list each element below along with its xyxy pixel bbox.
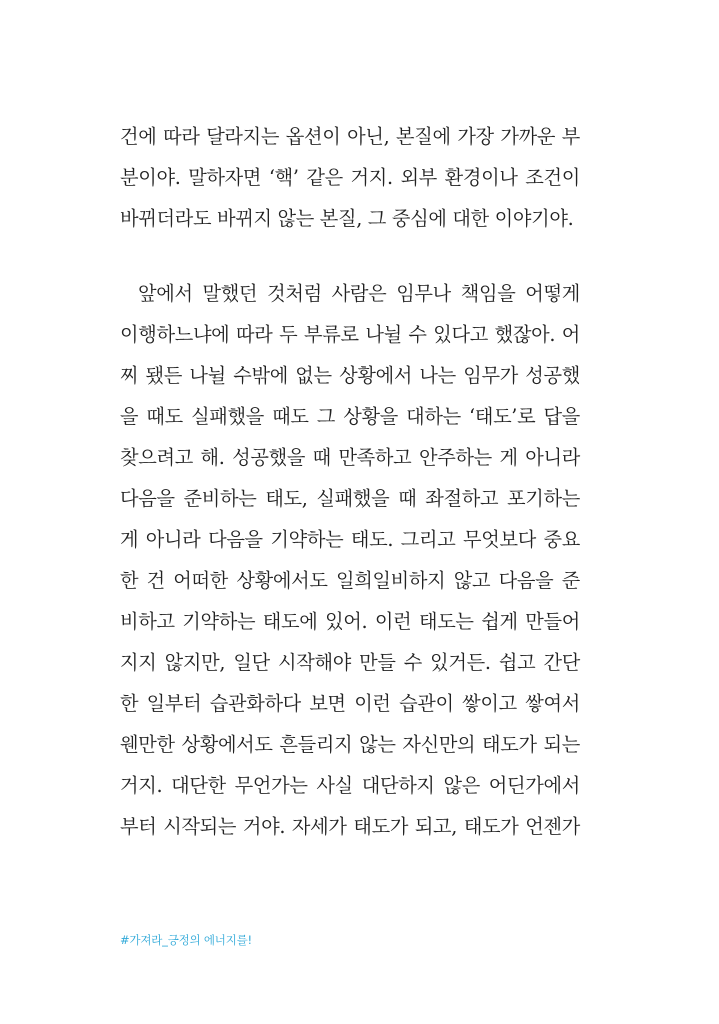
text-line: 앞에서 말했던 것처럼 사람은 임무나 책임을 어떻게 [138, 282, 580, 305]
text-line: 한 일부터 습관화하다 보면 이런 습관이 쌓이고 쌓여서 [120, 692, 580, 715]
text-line: 웬만한 상황에서도 흔들리지 않는 자신만의 태도가 되는 [120, 733, 580, 756]
text-line: 다음을 준비하는 태도, 실패했을 때 좌절하고 포기하는 [120, 487, 580, 510]
text-line: 건에 따라 달라지는 옵션이 아닌, 본질에 가장 가까운 부 [120, 125, 580, 148]
paragraph-main [120, 273, 580, 847]
text-line: 을 때도 실패했을 때도 그 상황을 대하는 ‘태도’로 답을 [120, 405, 580, 428]
text-line: 찾으려고 해. 성공했을 때 만족하고 안주하는 게 아니라 [120, 446, 580, 469]
text-line: 한 건 어떠한 상황에서도 일희일비하지 않고 다음을 준 [120, 569, 580, 592]
text-line: 바뀌더라도 바뀌지 않는 본질, 그 중심에 대한 이야기야. [120, 207, 574, 230]
page-footer-tagline: #가져라_긍정의 에너지를! [120, 933, 252, 947]
text-line: 게 아니라 다음을 기약하는 태도. 그리고 무엇보다 중요 [120, 528, 580, 551]
text-line: 분이야. 말하자면 ‘핵’ 같은 거지. 외부 환경이나 조건이 [120, 166, 580, 189]
text-line: 이행하느냐에 따라 두 부류로 나뉠 수 있다고 했잖아. 어 [120, 323, 580, 346]
text-line: 부터 시작되는 거야. 자세가 태도가 되고, 태도가 언젠가 [120, 815, 580, 838]
text-line: 찌 됐든 나뉠 수밖에 없는 상황에서 나는 임무가 성공했 [120, 364, 580, 387]
text-line: 거지. 대단한 무언가는 사실 대단하지 않은 어딘가에서 [120, 774, 580, 797]
text-line: 비하고 기약하는 태도에 있어. 이런 태도는 쉽게 만들어 [120, 610, 580, 633]
text-line: 지지 않지만, 일단 시작해야 만들 수 있거든. 쉽고 간단 [120, 651, 580, 674]
paragraph-continuation [120, 116, 580, 239]
